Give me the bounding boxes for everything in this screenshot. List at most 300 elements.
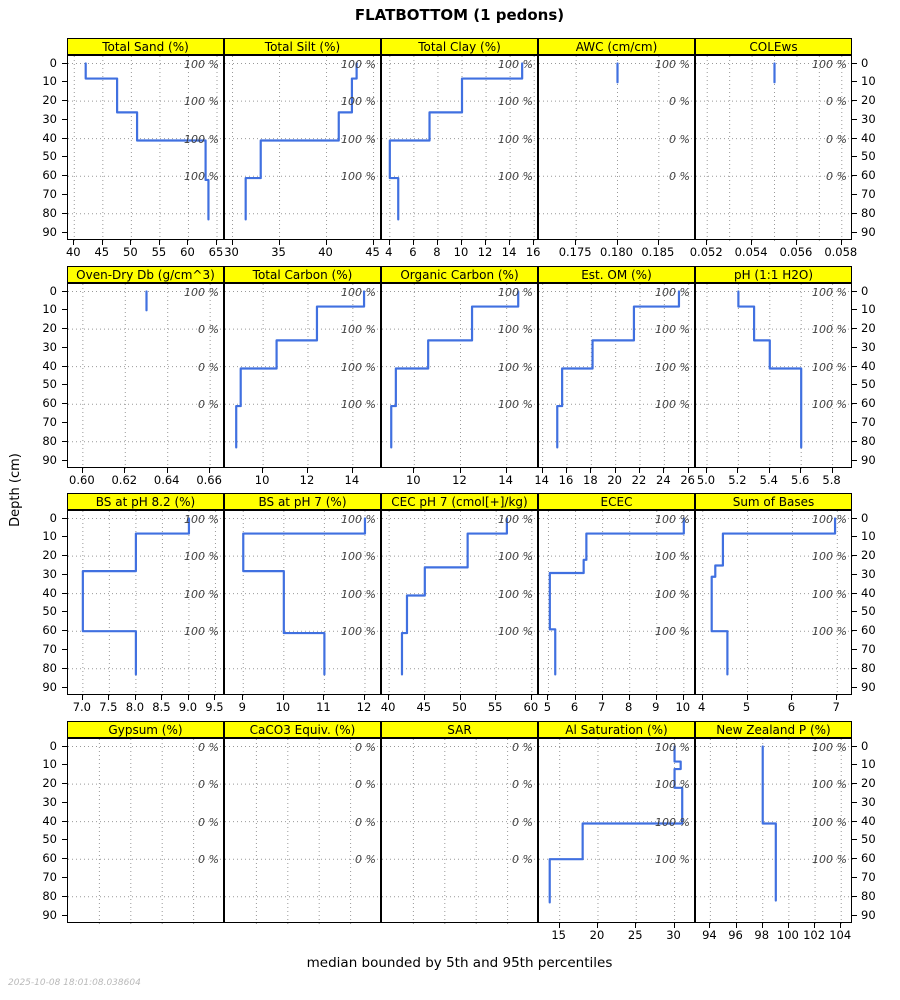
strip-title: COLEws [749,39,798,54]
x-tick-label: 55 [487,700,503,714]
panel-plot-new-zealand-p [696,739,853,924]
depth-tick-mark [62,460,67,461]
depth-tick-label: 90 [861,679,876,694]
panel-plot-caco3-equiv [225,739,382,924]
panel-cec-ph-7 [381,510,538,695]
strip-title: Organic Carbon (%) [400,267,519,282]
depth-tick-mark [852,649,857,650]
x-tick-label: 9 [238,700,246,714]
x-tick-label: 10 [453,245,469,259]
depth-tick-mark [852,422,857,423]
depth-tick-label: 80 [861,433,876,448]
depth-tick-label: 90 [42,907,57,922]
x-tick-label: 22 [631,473,647,487]
strip-sar [381,721,538,738]
depth-tick-label: 60 [42,623,57,638]
strip-new-zealand-p [695,721,852,738]
strip-title: BS at pH 7 (%) [258,494,347,509]
contributing-fraction-label: 100 % [655,285,690,299]
x-tick-label: 65 [208,245,224,259]
depth-tick-mark [852,555,857,556]
depth-tick-mark [62,347,67,348]
depth-tick-mark [852,156,857,157]
x-tick-label: 26 [680,473,695,487]
depth-tick-mark [852,403,857,404]
depth-tick-mark [62,783,67,784]
panel-plot-bs-ph-82 [68,511,225,696]
x-tick-label: 0.60 [69,473,95,487]
x-tick-label: 14 [498,473,513,487]
depth-tick-label: 40 [861,813,876,828]
strip-title: ECEC [600,494,633,509]
contributing-fraction-label: 100 % [812,57,847,71]
depth-tick-label: 0 [49,738,57,753]
contributing-fraction-label: 100 % [341,132,376,146]
depth-tick-label: 80 [42,888,57,903]
contributing-fraction-label: 0 % [669,132,690,146]
x-tick-label: 7.0 [72,700,91,714]
depth-tick-mark [852,536,857,537]
depth-tick-label: 80 [42,660,57,675]
strip-bs-ph-7 [224,493,381,510]
depth-tick-mark [852,460,857,461]
contributing-fraction-label: 0 % [355,740,376,754]
panel-caco3-equiv [224,738,381,923]
panel-total-silt [224,55,381,240]
contributing-fraction-label: 100 % [812,398,847,412]
depth-tick-mark [852,783,857,784]
depth-tick-mark [852,309,857,310]
depth-tick-label: 40 [42,813,57,828]
depth-tick-mark [62,574,67,575]
contributing-fraction-label: 100 % [655,778,690,792]
contributing-fraction-label: 0 % [198,323,219,337]
contributing-fraction-label: 100 % [655,512,690,526]
depth-tick-label: 20 [42,321,57,336]
depth-tick-mark [852,574,857,575]
panel-sar [381,738,538,923]
depth-tick-mark [852,441,857,442]
strip-title: AWC (cm/cm) [575,39,658,54]
depth-tick-label: 0 [49,55,57,70]
depth-tick-mark [852,194,857,195]
depth-tick-mark [852,668,857,669]
strip-title: Al Saturation (%) [565,722,668,737]
contributing-fraction-label: 100 % [184,550,219,564]
depth-tick-label: 10 [861,74,876,89]
panel-colews [695,55,852,240]
depth-tick-label: 0 [49,510,57,525]
contributing-fraction-label: 100 % [812,360,847,374]
contributing-fraction-label: 100 % [812,740,847,754]
depth-tick-label: 10 [42,757,57,772]
x-tick-label: 14 [501,245,517,259]
contributing-fraction-label: 100 % [184,170,219,184]
depth-tick-mark [62,100,67,101]
depth-tick-label: 10 [42,302,57,317]
strip-title: CaCO3 Equiv. (%) [249,722,356,737]
depth-tick-mark [62,630,67,631]
strip-awc [538,38,695,55]
depth-tick-label: 60 [42,396,57,411]
depth-tick-label: 50 [861,149,876,164]
depth-tick-mark [852,366,857,367]
depth-tick-label: 20 [861,548,876,563]
depth-tick-label: 30 [861,111,876,126]
depth-tick-label: 70 [42,186,57,201]
depth-tick-mark [62,384,67,385]
strip-title: Total Clay (%) [418,39,501,54]
contributing-fraction-label: 0 % [355,778,376,792]
contributing-fraction-label: 100 % [341,360,376,374]
profile-line-new-zealand-p [763,747,776,901]
depth-tick-label: 30 [861,566,876,581]
depth-tick-label: 90 [861,452,876,467]
contributing-fraction-label: 100 % [341,550,376,564]
x-tick-label: 12 [356,700,372,714]
contributing-fraction-label: 100 % [655,740,690,754]
depth-tick-mark [852,764,857,765]
strip-total-carbon [224,266,381,283]
contributing-fraction-label: 100 % [655,815,690,829]
x-tick-label: 60 [523,700,539,714]
contributing-fraction-label: 100 % [341,285,376,299]
strip-title: Est. OM (%) [581,267,652,282]
depth-tick-label: 40 [42,585,57,600]
contributing-fraction-label: 0 % [355,815,376,829]
depth-tick-mark [62,821,67,822]
depth-tick-label: 60 [42,168,57,183]
x-tick-label: 11 [316,700,331,714]
contributing-fraction-label: 100 % [341,625,376,639]
contributing-fraction-label: 100 % [184,587,219,601]
depth-tick-mark [62,138,67,139]
profile-line-bs-ph-82 [83,519,189,675]
depth-tick-mark [852,384,857,385]
depth-tick-label: 50 [42,377,57,392]
depth-tick-mark [852,915,857,916]
strip-title: pH (1:1 H2O) [733,267,814,282]
depth-tick-label: 20 [861,776,876,791]
x-tick-label: 60 [180,245,195,259]
panel-plot-total-clay [382,56,539,241]
x-tick-label: 20 [589,928,605,942]
strip-title: BS at pH 8.2 (%) [95,494,196,509]
depth-tick-mark [852,839,857,840]
x-tick-label: 0.052 [689,245,723,259]
figure-title: FLATBOTTOM (1 pedons) [354,6,565,24]
x-tick-label: 30 [666,928,681,942]
strip-gypsum [67,721,224,738]
x-tick-label: 5.0 [696,473,716,487]
contributing-fraction-label: 100 % [498,587,533,601]
depth-tick-label: 90 [42,224,57,239]
depth-tick-label: 70 [861,641,876,656]
x-tick-label: 50 [452,700,467,714]
panel-bs-ph-82 [67,510,224,695]
panel-ph [695,283,852,468]
x-tick-label: 25 [627,928,643,942]
depth-tick-mark [852,630,857,631]
contributing-fraction-label: 0 % [512,815,533,829]
contributing-fraction-label: 100 % [812,625,847,639]
x-tick-label: 94 [702,928,717,942]
depth-tick-mark [62,858,67,859]
strip-title: Total Silt (%) [264,39,341,54]
x-tick-label: 7 [597,700,606,714]
contributing-fraction-label: 100 % [498,95,533,109]
depth-tick-mark [62,555,67,556]
x-tick-label: 9.0 [178,700,198,714]
x-tick-label: 45 [94,245,110,259]
depth-tick-label: 70 [861,869,876,884]
depth-tick-mark [62,593,67,594]
x-tick-label: 6 [409,245,417,259]
depth-tick-mark [62,802,67,803]
depth-tick-mark [852,877,857,878]
depth-tick-label: 90 [42,452,57,467]
depth-tick-label: 60 [861,396,876,411]
figure-caption: median bounded by 5th and 95th percentiles [306,955,613,971]
depth-tick-label: 20 [42,548,57,563]
depth-tick-label: 80 [861,660,876,675]
panel-plot-ecec [539,511,696,696]
depth-tick-mark [852,213,857,214]
x-tick-label: 96 [728,928,743,942]
depth-tick-mark [852,611,857,612]
depth-tick-mark [852,328,857,329]
strip-title: Oven-Dry Db (g/cm^3) [76,267,215,282]
depth-tick-label: 10 [861,302,876,317]
depth-tick-label: 30 [42,794,57,809]
strip-colews [695,38,852,55]
x-tick-label: 0.058 [824,245,858,259]
depth-tick-mark [62,63,67,64]
contributing-fraction-label: 100 % [498,360,533,374]
panel-sum-of-bases [695,510,852,695]
contributing-fraction-label: 100 % [812,853,847,867]
x-tick-label: 9.5 [205,700,224,714]
x-tick-label: 35 [271,245,286,259]
contributing-fraction-label: 100 % [498,170,533,184]
depth-tick-label: 40 [861,358,876,373]
depth-tick-mark [62,232,67,233]
x-tick-label: 102 [803,928,826,942]
strip-title: Gypsum (%) [108,722,183,737]
contributing-fraction-label: 0 % [826,170,847,184]
depth-tick-label: 30 [42,111,57,126]
depth-tick-label: 80 [42,433,57,448]
depth-tick-mark [62,81,67,82]
contributing-fraction-label: 100 % [812,587,847,601]
strip-al-saturation [538,721,695,738]
panel-plot-sar [382,739,539,924]
x-tick-label: 24 [656,473,671,487]
depth-tick-label: 70 [861,186,876,201]
depth-tick-label: 40 [861,130,876,145]
depth-tick-label: 60 [42,851,57,866]
x-tick-label: 14 [344,473,360,487]
depth-tick-label: 60 [861,851,876,866]
x-tick-label: 16 [525,245,541,259]
depth-tick-label: 80 [861,888,876,903]
contributing-fraction-label: 0 % [669,95,690,109]
contributing-fraction-label: 100 % [655,398,690,412]
x-tick-label: 8 [433,245,441,259]
depth-tick-mark [852,81,857,82]
contributing-fraction-label: 100 % [184,625,219,639]
x-tick-label: 0.180 [600,245,633,259]
depth-tick-mark [62,518,67,519]
contributing-fraction-label: 100 % [498,512,533,526]
contributing-fraction-label: 100 % [655,360,690,374]
depth-tick-mark [62,309,67,310]
depth-tick-mark [62,649,67,650]
panel-ecec [538,510,695,695]
x-tick-label: 15 [551,928,566,942]
contributing-fraction-label: 0 % [198,815,219,829]
contributing-fraction-label: 100 % [341,323,376,337]
depth-tick-mark [852,63,857,64]
contributing-fraction-label: 0 % [512,853,533,867]
strip-bs-ph-82 [67,493,224,510]
panel-total-sand [67,55,224,240]
profile-line-cec-ph-7 [402,519,507,675]
depth-tick-label: 80 [42,205,57,220]
panel-plot-ph [696,284,853,469]
depth-tick-mark [852,746,857,747]
strip-cec-ph-7 [381,493,538,510]
strip-sum-of-bases [695,493,852,510]
depth-tick-mark [62,687,67,688]
profile-line-total-silt [246,64,357,220]
contributing-fraction-label: 100 % [498,285,533,299]
contributing-fraction-label: 100 % [655,550,690,564]
x-tick-label: 6 [787,700,796,714]
contributing-fraction-label: 0 % [669,170,690,184]
panel-organic-carbon [381,283,538,468]
depth-tick-label: 0 [861,55,869,70]
depth-tick-mark [852,858,857,859]
contributing-fraction-label: 100 % [812,512,847,526]
panel-plot-colews [696,56,853,241]
depth-tick-mark [62,611,67,612]
x-tick-label: 0.056 [779,245,813,259]
contributing-fraction-label: 100 % [341,587,376,601]
contributing-fraction-label: 0 % [355,853,376,867]
depth-tick-label: 0 [861,738,869,753]
x-tick-label: 12 [299,473,315,487]
x-tick-label: 12 [452,473,467,487]
depth-tick-mark [62,194,67,195]
contributing-fraction-label: 0 % [512,740,533,754]
contributing-fraction-label: 0 % [198,740,219,754]
x-tick-label: 20 [607,473,622,487]
strip-oven-dry-db [67,266,224,283]
contributing-fraction-label: 100 % [184,95,219,109]
contributing-fraction-label: 0 % [198,853,219,867]
contributing-fraction-label: 100 % [655,853,690,867]
depth-tick-label: 20 [861,321,876,336]
depth-tick-label: 50 [861,604,876,619]
panel-plot-est-om [539,284,696,469]
depth-tick-mark [852,593,857,594]
depth-tick-label: 10 [42,529,57,544]
x-tick-label: 8 [625,700,633,714]
contributing-fraction-label: 100 % [812,815,847,829]
depth-tick-mark [852,687,857,688]
depth-tick-label: 0 [861,510,869,525]
contributing-fraction-label: 100 % [655,323,690,337]
contributing-fraction-label: 100 % [184,512,219,526]
x-tick-label: 10 [254,473,270,487]
depth-tick-label: 30 [42,566,57,581]
y-axis-title: Depth (cm) [8,453,23,527]
depth-tick-mark [62,668,67,669]
panel-total-clay [381,55,538,240]
panel-plot-bs-ph-7 [225,511,382,696]
depth-tick-mark [62,839,67,840]
panel-al-saturation [538,738,695,923]
panel-plot-total-silt [225,56,382,241]
strip-title: CEC pH 7 (cmol[+]/kg) [391,494,528,509]
contributing-fraction-label: 100 % [184,132,219,146]
contributing-fraction-label: 100 % [498,57,533,71]
depth-tick-mark [852,175,857,176]
strip-title: Total Carbon (%) [252,267,353,282]
x-tick-label: 50 [123,245,138,259]
contributing-fraction-label: 100 % [655,57,690,71]
panel-new-zealand-p [695,738,852,923]
strip-est-om [538,266,695,283]
depth-tick-label: 50 [861,377,876,392]
strip-organic-carbon [381,266,538,283]
depth-tick-mark [62,877,67,878]
x-tick-label: 5.8 [822,473,841,487]
contributing-fraction-label: 100 % [341,398,376,412]
depth-tick-mark [62,441,67,442]
x-tick-label: 10 [675,700,691,714]
contributing-fraction-label: 100 % [655,625,690,639]
panel-plot-awc [539,56,696,241]
contributing-fraction-label: 100 % [341,95,376,109]
contributing-fraction-label: 100 % [812,778,847,792]
x-tick-label: 5 [543,700,552,714]
depth-tick-mark [62,366,67,367]
x-tick-label: 45 [416,700,432,714]
x-tick-label: 45 [365,245,380,259]
x-tick-label: 5.6 [791,473,810,487]
contributing-fraction-label: 100 % [184,57,219,71]
depth-tick-mark [852,821,857,822]
x-tick-label: 0.054 [734,245,768,259]
strip-total-silt [224,38,381,55]
depth-tick-label: 90 [42,679,57,694]
depth-tick-mark [62,156,67,157]
depth-tick-mark [62,746,67,747]
strip-total-clay [381,38,538,55]
panel-awc [538,55,695,240]
x-tick-label: 5 [742,700,751,714]
depth-tick-mark [852,802,857,803]
strip-ph [695,266,852,283]
depth-tick-label: 70 [42,869,57,884]
depth-tick-label: 60 [861,168,876,183]
x-tick-label: 14 [534,473,549,487]
contributing-fraction-label: 100 % [498,132,533,146]
x-tick-label: 7 [832,700,840,714]
depth-tick-label: 10 [861,529,876,544]
